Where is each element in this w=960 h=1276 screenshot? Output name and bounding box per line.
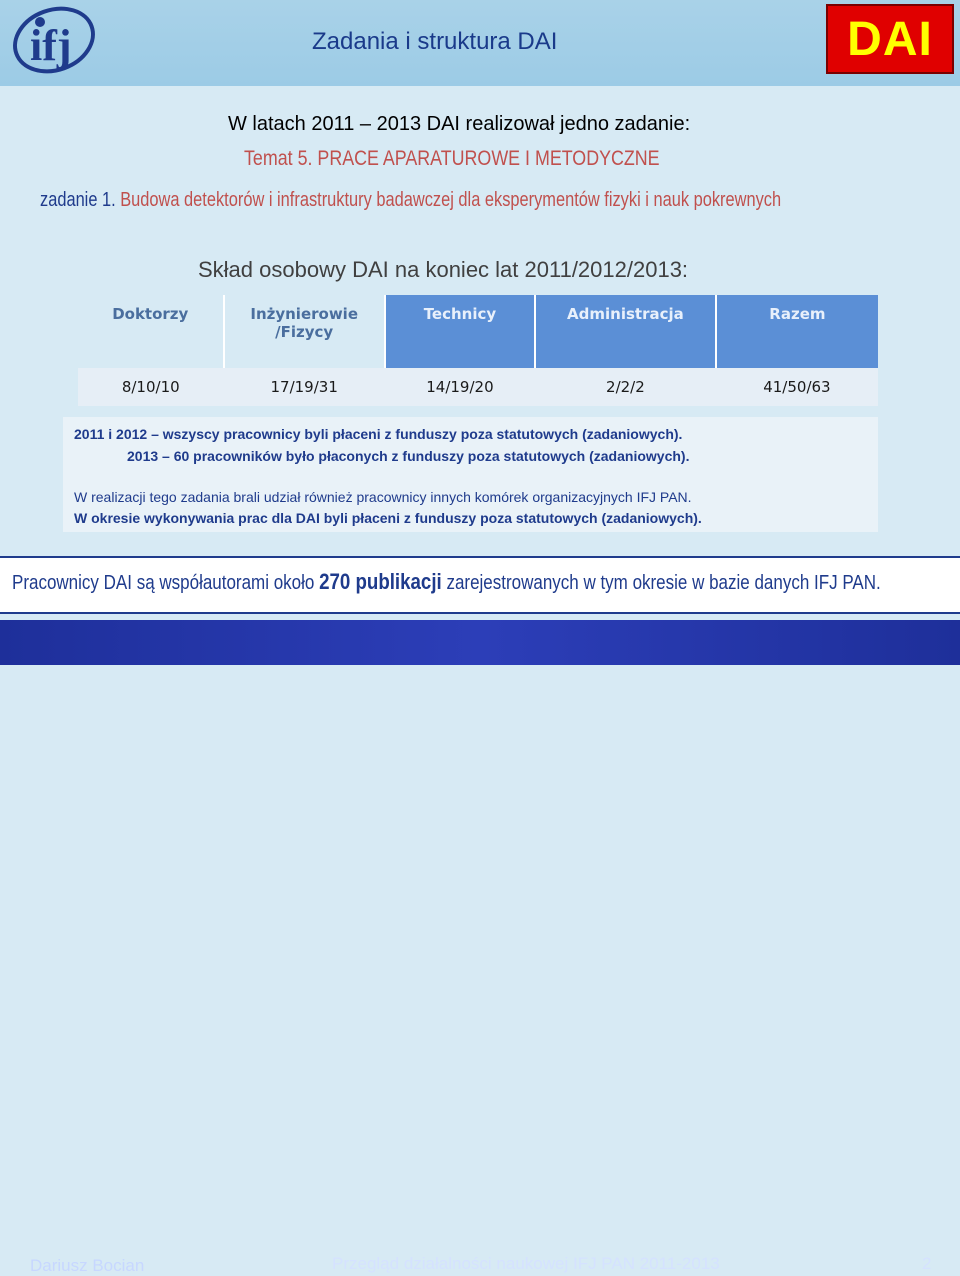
task-prefix: zadanie 1. [40,189,116,211]
notes-box [63,417,878,532]
header-administracja: Administracja [535,295,716,368]
slide-header [0,0,960,86]
staff-table [78,295,878,406]
topic-text: Temat 5. PRACE APARATUROWE I METODYCZNE [244,147,660,170]
value-doktorzy: 8/10/10 [78,368,224,406]
note-funding: W okresie wykonywania prac dla DAI byli płaceni z funduszy poza statutowych (zadaniowych). [74,510,702,526]
slide-title: Zadania i struktura DAI [312,28,558,55]
staff-table-header-row [78,295,878,368]
footer-author: Dariusz Bocian [30,1256,145,1275]
footer-description: Przegląd działalności naukowej IFJ PAN 2011-2013 [332,1254,720,1273]
summary-part1: Pracownicy DAI są współautorami około [12,572,320,594]
value-administracja: 2/2/2 [535,368,716,406]
value-razem: 41/50/63 [716,368,878,406]
dai-badge-label: DAI [847,12,933,66]
note-2011-2012: 2011 i 2012 – wszyscy pracownicy byli płaceni z funduszy poza statutowych (zadaniowych). [74,426,683,442]
logo-text: ifj [30,21,72,70]
header-technicy: Technicy [385,295,535,368]
staff-heading: Skład osobowy DAI na koniec lat 2011/2012/2013: [198,257,689,282]
header-doktorzy: Doktorzy [78,295,224,368]
intro-text: W latach 2011 – 2013 DAI realizował jedno zadanie: [228,113,691,135]
header-razem: Razem [716,295,878,368]
staff-table-value-row [78,368,878,406]
value-technicy: 14/19/20 [385,368,535,406]
note-2013: 2013 – 60 pracowników było płaconych z funduszy poza statutowych (zadaniowych). [127,448,690,464]
summary-emphasis: 270 publikacji [319,569,442,594]
header-inzynierowie: Inżynierowie /Fizycy [224,295,385,368]
summary-part2: zarejestrowanych w tym okresie w bazie danych IFJ PAN. [441,572,881,594]
summary-text [12,569,881,595]
value-inzynierowie: 17/19/31 [224,368,385,406]
task-description: Budowa detektorów i infrastruktury badawczej dla eksperymentów fizyki i nauk pokrewnych [115,189,782,211]
task-text [40,189,781,212]
ifj-logo [10,4,100,78]
note-other-units: W realizacji tego zadania brali udział również pracownicy innych komórek organizacyjnych IFJ PAN. [74,489,692,505]
dai-badge [826,4,954,74]
page-number: 2 [922,1254,932,1273]
